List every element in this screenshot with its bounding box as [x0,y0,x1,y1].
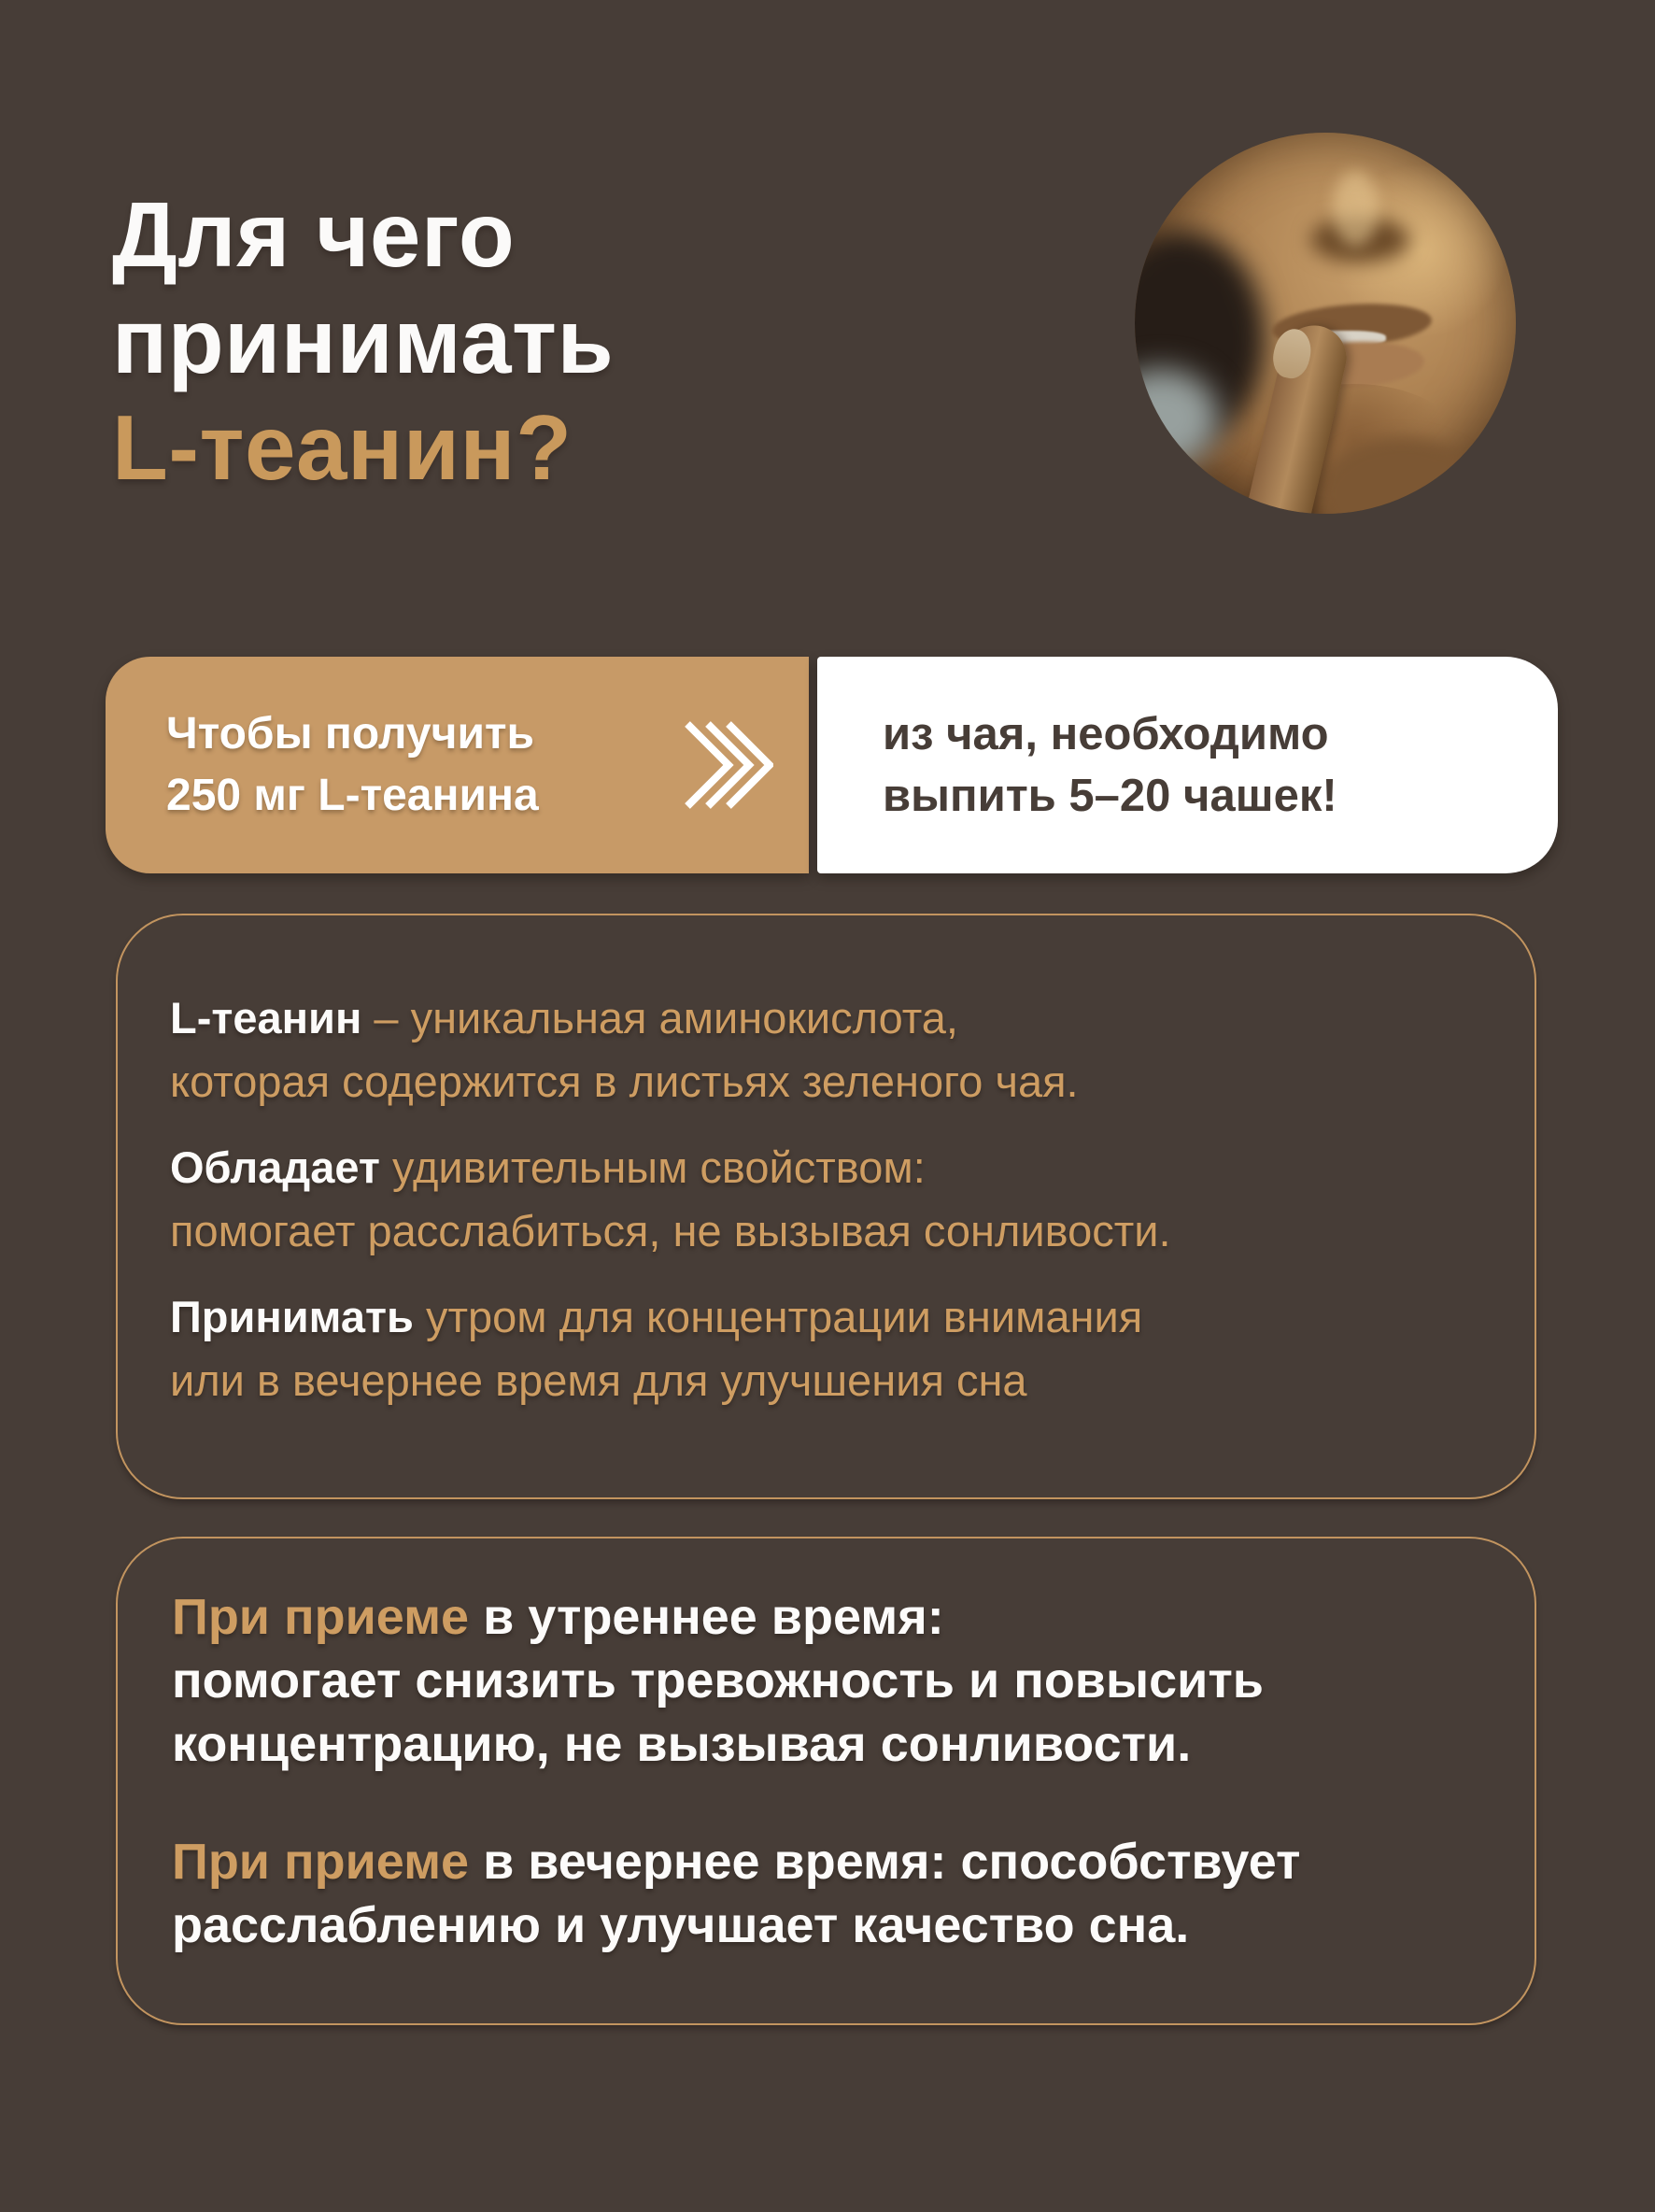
fact-left-line-1: Чтобы получить [166,709,534,759]
description-2-lead: Обладает [170,1142,380,1192]
description-3-line2: или в вечернее время для улучшения сна [170,1355,1027,1405]
photo-nose-highlight [1333,171,1379,248]
usage-paragraph-evening [172,1830,1478,1957]
description-paragraph-1 [170,986,1469,1113]
description-3-lead: Принимать [170,1292,414,1341]
fact-badge-left-text [166,703,539,827]
description-3-rest: утром для концентрации внимания [425,1292,1143,1341]
description-1-line2: которая содержится в листьях зеленого чая. [170,1056,1079,1106]
description-paragraph-3 [170,1285,1469,1412]
description-2-rest: удивительным свойством: [392,1142,926,1192]
usage-morning-line3: концентрацию, не вызывая сонливости. [172,1716,1192,1772]
triple-chevron-right-icon [684,718,773,812]
title-line-3-accent: L-теанин? [112,395,573,499]
page-title [112,181,614,501]
description-2-line2: помогает расслабиться, не вызывая сонливости. [170,1206,1171,1255]
description-paragraph-2 [170,1136,1469,1263]
usage-evening-line2: расслаблению и улучшает качество сна. [172,1897,1190,1953]
fact-left-line-2: 250 мг L-теанина [166,771,539,820]
fact-right-line-1: из чая, необходимо [883,709,1329,759]
fact-right-line-2: выпить 5–20 чашек! [883,771,1337,821]
description-1-lead: L-теанин [170,993,362,1042]
title-line-2: принимать [112,289,615,392]
usage-morning-rest: в утреннее время: [483,1589,944,1645]
fact-badge-right-text [883,703,1337,827]
description-box [116,914,1536,1499]
usage-paragraph-morning [172,1585,1478,1776]
photo-face-circle [1135,133,1516,514]
usage-evening-lead: При приеме [172,1834,470,1890]
usage-box [116,1537,1536,2025]
usage-evening-rest: в вечернее время: способствует [483,1834,1301,1890]
fact-badge-right [817,657,1558,873]
usage-morning-line2: помогает снизить тревожность и повысить [172,1652,1264,1709]
usage-morning-lead: При приеме [172,1589,470,1645]
fact-badge-left [106,657,809,873]
description-1-rest: – уникальная аминокислота, [374,993,958,1042]
title-line-1: Для чего [112,182,516,286]
